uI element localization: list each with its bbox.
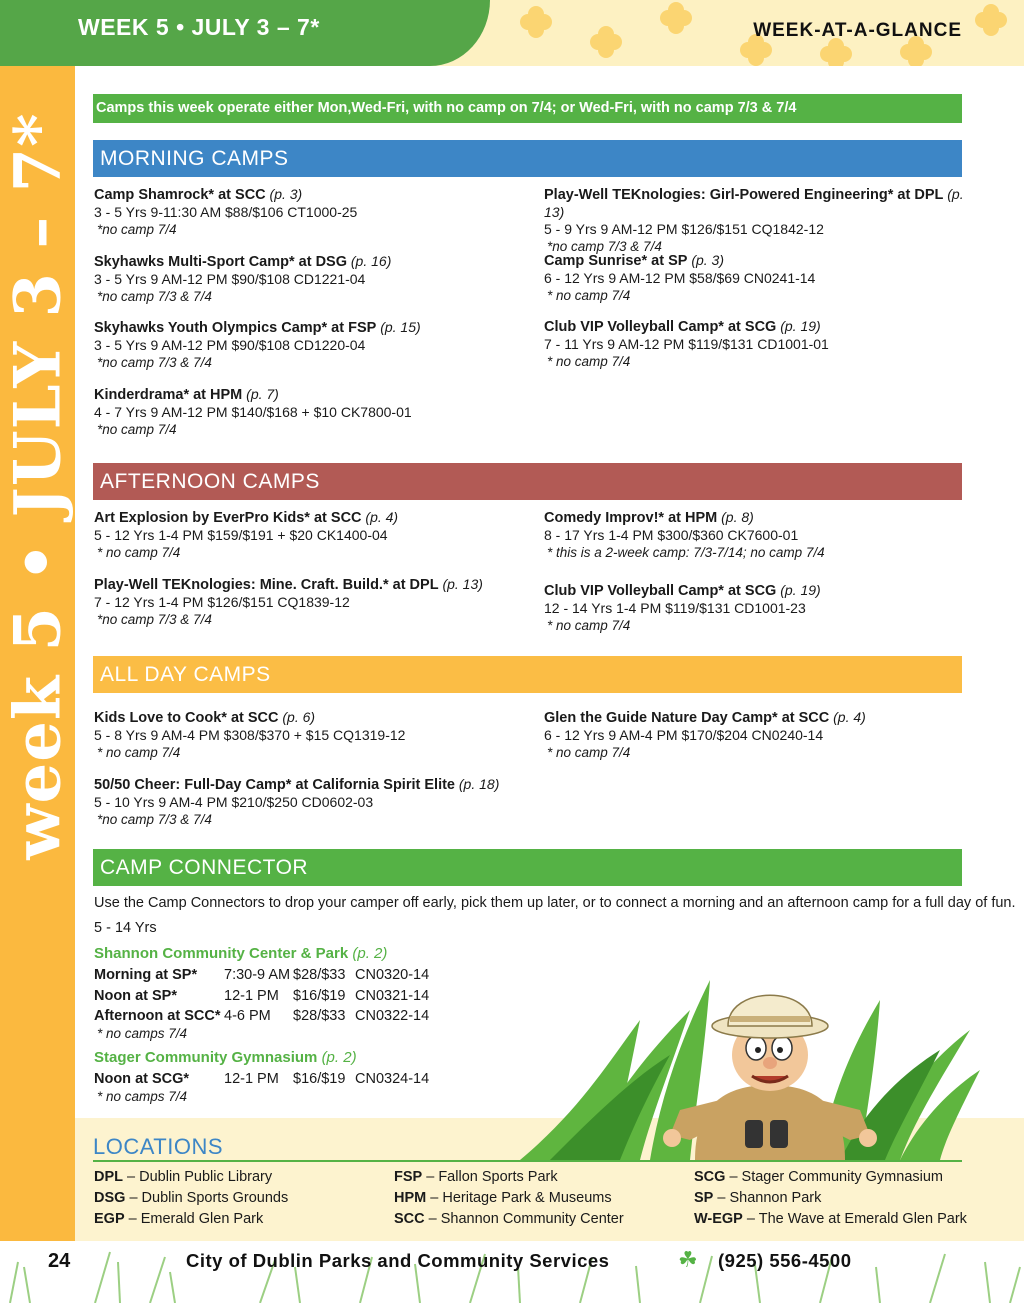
camp-item xyxy=(94,776,514,828)
connector-intro: Use the Camp Connectors to drop your camper off early, pick them up later, or to connect a morning and an afternoon camp for a full day of fun. xyxy=(94,895,1016,911)
location-name: – Shannon Community Center xyxy=(424,1211,624,1227)
connector-name: Afternoon at SCC* xyxy=(94,1008,221,1024)
camp-detail: 3 - 5 Yrs 9 AM-12 PM $90/$108 CD1221-04 xyxy=(94,271,366,287)
connector-time: 4-6 PM xyxy=(224,1008,271,1024)
connector-note: * no camps 7/4 xyxy=(97,1089,188,1104)
location-name: – Fallon Sports Park xyxy=(422,1169,558,1185)
camp-detail: 3 - 5 Yrs 9 AM-12 PM $90/$108 CD1220-04 xyxy=(94,337,366,353)
connector-time: 12-1 PM xyxy=(224,988,279,1004)
side-band xyxy=(0,66,75,1241)
location-item xyxy=(94,1169,272,1185)
connector-row xyxy=(94,967,454,987)
camp-item xyxy=(94,186,514,238)
shamrock-icon: ☘ xyxy=(678,1247,698,1272)
connector-row xyxy=(94,988,454,1008)
location-abbr: SP xyxy=(694,1190,714,1206)
flower-decoration xyxy=(520,6,554,40)
camp-detail: 7 - 11 Yrs 9 AM-12 PM $119/$131 CD1001-01 xyxy=(544,336,829,352)
camp-detail: 5 - 8 Yrs 9 AM-4 PM $308/$370 + $15 CQ1319-12 xyxy=(94,727,406,743)
location-item xyxy=(394,1190,612,1206)
camp-detail: 12 - 14 Yrs 1-4 PM $119/$131 CD1001-23 xyxy=(544,600,806,616)
connector-price: $28/$33 xyxy=(293,967,346,983)
location-item xyxy=(394,1169,558,1185)
camp-note: *no camp 7/3 & 7/4 xyxy=(97,355,212,370)
connector-name: Morning at SP* xyxy=(94,967,198,983)
connector-price: $16/$19 xyxy=(293,988,346,1004)
connector-age: 5 - 14 Yrs xyxy=(94,920,157,936)
camp-name: 50/50 Cheer: Full-Day Camp* at California Spirit Elite xyxy=(94,777,455,793)
flower-decoration xyxy=(660,2,694,36)
connector-row xyxy=(94,1071,454,1091)
location-name: – Heritage Park & Museums xyxy=(426,1190,612,1206)
connector-note: * no camps 7/4 xyxy=(97,1026,188,1041)
locations-title: LOCATIONS xyxy=(93,1134,224,1159)
location-name: – Dublin Public Library xyxy=(123,1169,273,1185)
location-item xyxy=(394,1211,624,1227)
location-abbr: HPM xyxy=(394,1190,427,1206)
camp-note: * this is a 2-week camp: 7/3-7/14; no camp 7/4 xyxy=(547,545,825,560)
camp-page: (p. 8) xyxy=(721,509,754,525)
camp-item xyxy=(94,319,514,371)
camp-note: * no camp 7/4 xyxy=(97,745,181,760)
camp-name: Skyhawks Youth Olympics Camp* at FSP xyxy=(94,320,377,336)
location-page: (p. 2) xyxy=(321,1049,357,1066)
week-at-a-glance-label: WEEK-AT-A-GLANCE xyxy=(753,20,962,41)
camp-detail: 5 - 12 Yrs 1-4 PM $159/$191 + $20 CK1400-04 xyxy=(94,527,388,543)
connector-location-heading xyxy=(94,945,387,962)
camp-page: (p. 3) xyxy=(691,252,725,268)
connector-code: CN0324-14 xyxy=(355,1071,430,1087)
camp-page: (p. 19) xyxy=(780,318,821,334)
camp-detail: 5 - 10 Yrs 9 AM-4 PM $210/$250 CD0602-03 xyxy=(94,794,374,810)
location-page: (p. 2) xyxy=(352,945,388,962)
camp-detail: 3 - 5 Yrs 9-11:30 AM $88/$106 CT1000-25 xyxy=(94,204,358,220)
location-item xyxy=(94,1211,263,1227)
side-week-title: week 5 • JULY 3 – 7* xyxy=(0,112,76,860)
explorer-illustration xyxy=(520,960,980,1160)
location-abbr: DPL xyxy=(94,1169,123,1185)
camp-page: (p. 16) xyxy=(350,253,392,269)
camp-name: Play-Well TEKnologies: Girl-Powered Engineering* at DPL xyxy=(544,187,944,203)
camp-item xyxy=(94,509,514,561)
location-item xyxy=(94,1190,288,1206)
connector-time: 12-1 PM xyxy=(224,1071,279,1087)
location-name: – Emerald Glen Park xyxy=(124,1211,264,1227)
schedule-notice: Camps this week operate either Mon,Wed-Fri, with no camp on 7/4; or Wed-Fri, with no camp 7/3 & 7/4 xyxy=(93,94,962,123)
connector-code: CN0322-14 xyxy=(355,1008,430,1024)
location-item xyxy=(694,1169,943,1185)
location-abbr: DSG xyxy=(94,1190,126,1206)
camp-name: Camp Sunrise* at SP xyxy=(544,253,688,269)
camp-page: (p. 13) xyxy=(442,576,483,592)
camp-page: (p. 4) xyxy=(365,509,399,525)
connector-row xyxy=(94,1008,454,1028)
connector-time: 7:30-9 AM xyxy=(224,967,291,983)
camp-note: * no camp 7/4 xyxy=(97,545,181,560)
camp-name: Glen the Guide Nature Day Camp* at SCC xyxy=(544,710,830,726)
camp-note: *no camp 7/3 & 7/4 xyxy=(97,812,212,827)
flower-decoration xyxy=(590,26,624,60)
camp-page: (p. 7) xyxy=(246,386,279,402)
camp-note: * no camp 7/4 xyxy=(547,618,631,633)
camp-note: * no camp 7/4 xyxy=(547,745,631,760)
camp-item xyxy=(94,576,514,628)
location-item xyxy=(694,1211,967,1227)
camp-item xyxy=(544,318,964,370)
camp-name: Comedy Improv!* at HPM xyxy=(544,510,718,526)
camp-name: Play-Well TEKnologies: Mine. Craft. Build.* at DPL xyxy=(94,577,439,593)
location-abbr: FSP xyxy=(394,1169,423,1185)
location-name: – Shannon Park xyxy=(713,1190,822,1206)
camp-note: *no camp 7/3 & 7/4 xyxy=(97,289,212,304)
connector-price: $28/$33 xyxy=(293,1008,346,1024)
camp-page: (p. 13) xyxy=(544,186,964,220)
camp-page: (p. 4) xyxy=(833,709,866,725)
location-name: – The Wave at Emerald Glen Park xyxy=(742,1211,967,1227)
flower-decoration xyxy=(820,38,854,66)
camp-page: (p. 6) xyxy=(282,709,316,725)
afternoon-camps-header: AFTERNOON CAMPS xyxy=(93,463,962,500)
camp-note: * no camp 7/4 xyxy=(547,354,631,369)
all-day-camps-header: ALL DAY CAMPS xyxy=(93,656,962,693)
camp-name: Kids Love to Cook* at SCC xyxy=(94,710,279,726)
camp-connector-header: CAMP CONNECTOR xyxy=(93,849,962,886)
camp-name: Kinderdrama* at HPM xyxy=(94,387,243,403)
page-number: 24 xyxy=(48,1250,71,1272)
locations-divider xyxy=(93,1160,962,1162)
location-name: – Stager Community Gymnasium xyxy=(725,1169,943,1185)
location-name: – Dublin Sports Grounds xyxy=(125,1190,289,1206)
camp-name: Club VIP Volleyball Camp* at SCG xyxy=(544,319,777,335)
flower-decoration xyxy=(975,4,1009,38)
camp-detail: 7 - 12 Yrs 1-4 PM $126/$151 CQ1839-12 xyxy=(94,594,350,610)
camp-note: *no camp 7/3 & 7/4 xyxy=(97,612,212,627)
location-abbr: SCC xyxy=(394,1211,425,1227)
footer-title: City of Dublin Parks and Community Services xyxy=(186,1250,610,1271)
camp-page: (p. 19) xyxy=(780,582,821,598)
camp-item xyxy=(544,186,964,255)
camp-page: (p. 18) xyxy=(458,776,500,792)
location-abbr: W-EGP xyxy=(694,1211,743,1227)
location-abbr: EGP xyxy=(94,1211,125,1227)
camp-note: *no camp 7/3 & 7/4 xyxy=(547,239,662,254)
camp-detail: 6 - 12 Yrs 9 AM-12 PM $58/$69 CN0241-14 xyxy=(544,270,816,286)
camp-name: Club VIP Volleyball Camp* at SCG xyxy=(544,583,777,599)
camp-detail: 5 - 9 Yrs 9 AM-12 PM $126/$151 CQ1842-12 xyxy=(544,221,824,237)
location-name: Stager Community Gymnasium xyxy=(94,1049,318,1066)
camp-item xyxy=(544,709,964,761)
camp-name: Art Explosion by EverPro Kids* at SCC xyxy=(94,510,362,526)
camp-detail: 4 - 7 Yrs 9 AM-12 PM $140/$168 + $10 CK7800-01 xyxy=(94,404,412,420)
camp-note: *no camp 7/4 xyxy=(97,422,177,437)
camp-note: *no camp 7/4 xyxy=(97,222,177,237)
camp-item xyxy=(94,253,514,305)
week-title: WEEK 5 • JULY 3 – 7* xyxy=(78,14,320,40)
location-abbr: SCG xyxy=(694,1169,726,1185)
camp-item xyxy=(544,509,964,561)
connector-code: CN0321-14 xyxy=(355,988,430,1004)
camp-detail: 8 - 17 Yrs 1-4 PM $300/$360 CK7600-01 xyxy=(544,527,799,543)
camp-item xyxy=(544,252,964,304)
camp-page: (p. 15) xyxy=(380,319,421,335)
camp-item xyxy=(94,709,514,761)
camp-note: * no camp 7/4 xyxy=(547,288,631,303)
connector-name: Noon at SP* xyxy=(94,988,177,1004)
connector-price: $16/$19 xyxy=(293,1071,346,1087)
camp-page: (p. 3) xyxy=(269,186,303,202)
camp-name: Camp Shamrock* at SCC xyxy=(94,187,266,203)
connector-location-heading xyxy=(94,1049,357,1066)
camp-item xyxy=(544,582,964,634)
camp-item xyxy=(94,386,514,438)
camp-name: Skyhawks Multi-Sport Camp* at DSG xyxy=(94,254,347,270)
location-name: Shannon Community Center & Park xyxy=(94,945,349,962)
location-item xyxy=(694,1190,821,1206)
morning-camps-header: MORNING CAMPS xyxy=(93,140,962,177)
connector-code: CN0320-14 xyxy=(355,967,430,983)
footer-phone: (925) 556-4500 xyxy=(718,1250,852,1271)
connector-name: Noon at SCG* xyxy=(94,1071,190,1087)
camp-detail: 6 - 12 Yrs 9 AM-4 PM $170/$204 CN0240-14 xyxy=(544,727,824,743)
